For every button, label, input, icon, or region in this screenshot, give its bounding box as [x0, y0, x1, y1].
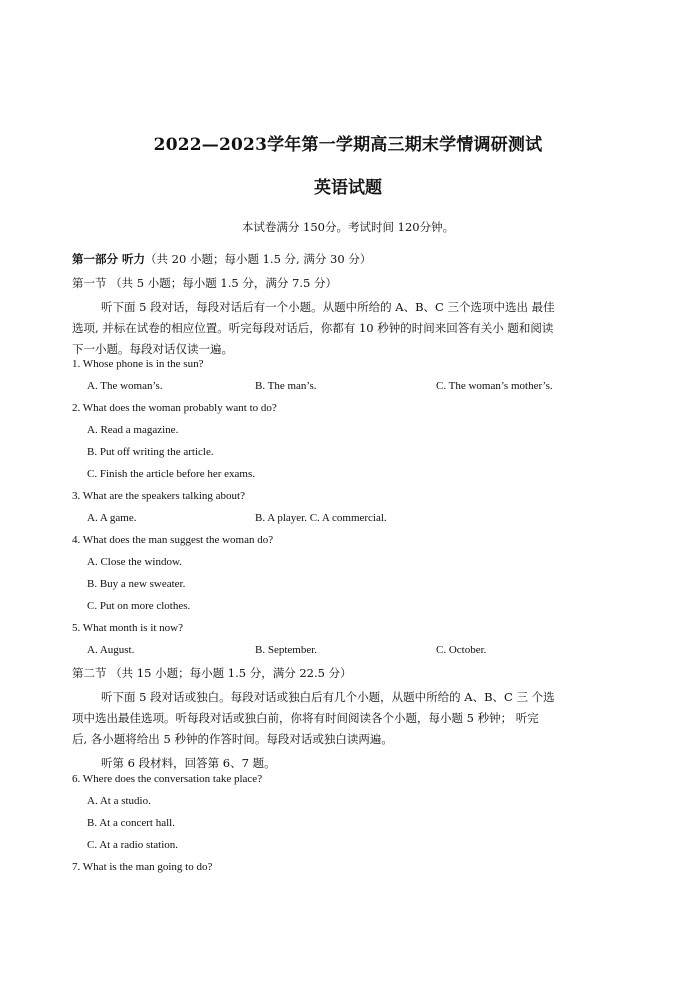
- q6-option-b: B. At a concert hall.: [87, 817, 175, 829]
- q3-option-a: A. A game.: [87, 512, 137, 524]
- part1-detail: （共 20 小题；每小题 1.5 分, 满分 30 分）: [145, 252, 372, 266]
- page-subtitle: 英语试题: [314, 178, 382, 198]
- q3-option-bc: B. A player. C. A commercial.: [255, 512, 387, 524]
- section2-instructions-line1: 听下面 5 段对话或独白。每段对话或独白后有几个小题，从题中所给的 A、B、C 三 个选: [101, 690, 555, 704]
- section2-header: 第二节 （共 15 小题；每小题 1.5 分，满分 22.5 分）: [72, 666, 352, 680]
- q5-option-c: C. October.: [436, 644, 487, 656]
- q4-option-c: C. Put on more clothes.: [87, 600, 191, 612]
- section1-header: 第一节 （共 5 小题；每小题 1.5 分，满分 7.5 分）: [72, 276, 337, 290]
- question-3: 3. What are the speakers talking about?: [72, 490, 245, 502]
- q5-option-a: A. August.: [87, 644, 135, 656]
- q5-option-b: B. September.: [255, 644, 318, 656]
- question-2: 2. What does the woman probably want to do?: [72, 402, 277, 414]
- q1-option-a: A. The woman’s.: [87, 380, 163, 392]
- section2-instructions-line3: 后, 各小题将给出 5 秒钟的作答时间。每段对话或独白读两遍。: [72, 732, 393, 746]
- q6-option-a: A. At a studio.: [87, 795, 151, 807]
- section1-instructions-line2: 选项, 并标在试卷的相应位置。听完每段对话后，你都有 10 秒钟的时间来回答有关小 题和阅读: [72, 321, 554, 335]
- q4-option-b: B. Buy a new sweater.: [87, 578, 186, 590]
- question-1: 1. Whose phone is in the sun?: [72, 358, 204, 370]
- q2-option-a: A. Read a magazine.: [87, 424, 179, 436]
- section2-material: 听第 6 段材料，回答第 6、7 题。: [101, 756, 276, 770]
- question-7: 7. What is the man going to do?: [72, 861, 213, 873]
- section2-instructions-line2: 项中选出最佳选项。听每段对话或独白前，你将有时间阅读各个小题，每小题 5 秒钟； 听完: [72, 711, 539, 725]
- q1-option-c: C. The woman’s mother’s.: [436, 380, 553, 392]
- exam-info: 本试卷满分 150分。考试时间 120分钟。: [241, 220, 455, 234]
- question-6: 6. Where does the conversation take place?: [72, 773, 263, 785]
- q2-option-c: C. Finish the article before her exams.: [87, 468, 256, 480]
- question-5: 5. What month is it now?: [72, 622, 184, 634]
- question-4: 4. What does the man suggest the woman do?: [72, 534, 274, 546]
- section1-instructions-line1: 听下面 5 段对话，每段对话后有一个小题。从题中所给的 A、B、C 三个选项中选出 最佳: [101, 300, 555, 314]
- q2-option-b: B. Put off writing the article.: [87, 446, 214, 458]
- part1-heading: [72, 251, 371, 267]
- q4-option-a: A. Close the window.: [87, 556, 182, 568]
- q6-option-c: C. At a radio station.: [87, 839, 179, 851]
- section1-instructions-line3: 下一小题。每段对话仅读一遍。: [72, 342, 233, 356]
- part1-label: 第一部分 听力: [72, 252, 146, 266]
- page-title: 2022—2023学年第一学期高三期末学情调研测试: [153, 135, 543, 155]
- q1-option-b: B. The man’s.: [255, 380, 317, 392]
